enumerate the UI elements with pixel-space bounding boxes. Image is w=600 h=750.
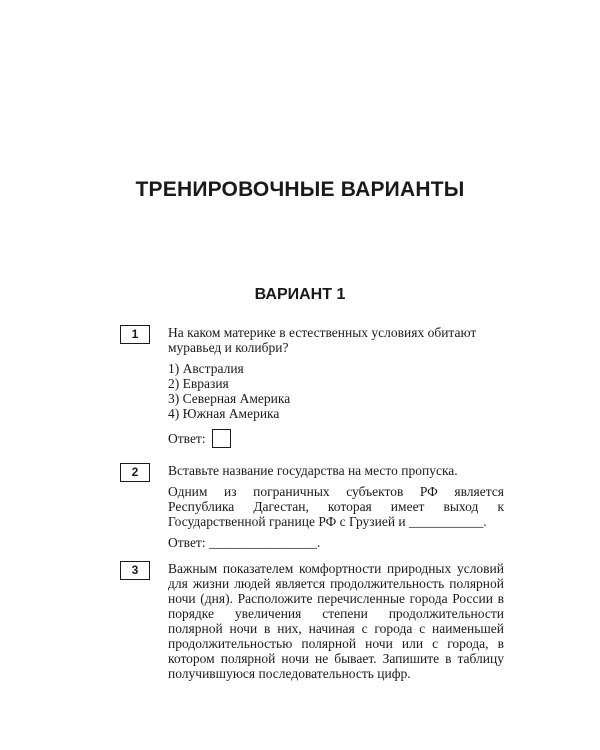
task-question: На каком материке в естественных условиях обитают муравьед и колибри? [168, 325, 477, 355]
task-question: Вставьте название государства на место пропуска. [168, 463, 458, 478]
answer-option: 4) Южная Америка [168, 406, 280, 421]
task-body [168, 325, 504, 448]
task-body [168, 561, 504, 687]
task-number: 1 [120, 325, 150, 344]
task-3 [120, 561, 508, 681]
answer-option: 1) Австралия [168, 361, 244, 376]
answer-options [168, 361, 504, 421]
answer-label: Ответ: [168, 431, 206, 446]
answer-option: 2) Евразия [168, 376, 229, 391]
answer-line: Ответ: ________________. [168, 535, 321, 550]
page-title: ТРЕНИРОВОЧНЫЕ ВАРИАНТЫ [135, 178, 465, 201]
task-text: Важным показателем комфортности природных условий для жизни людей является продолжительность полярной ночи (дня). Расположите перечисленные города России в порядке увеличения степени продолжительности полярной ночи в них, начиная с города с наименьшей продолжительностью полярной ночи или с города, в котором полярной ночи не бывает. Запишите в таблицу получившуюся последовательность цифр. [168, 561, 504, 681]
task-body [168, 463, 504, 550]
task-text: Одним из пограничных субъектов РФ является Республика Дагестан, которая имеет выход к Государственной границе РФ с Грузией и ___________. [168, 484, 504, 529]
task-2 [120, 463, 508, 548]
answer-option: 3) Северная Америка [168, 391, 291, 406]
variant-title: ВАРИАНТ 1 [254, 286, 346, 303]
answer-box[interactable] [212, 429, 231, 448]
task-number: 2 [120, 463, 150, 482]
task-number: 3 [120, 561, 150, 580]
task-1 [120, 325, 508, 450]
answer-row [168, 429, 504, 448]
